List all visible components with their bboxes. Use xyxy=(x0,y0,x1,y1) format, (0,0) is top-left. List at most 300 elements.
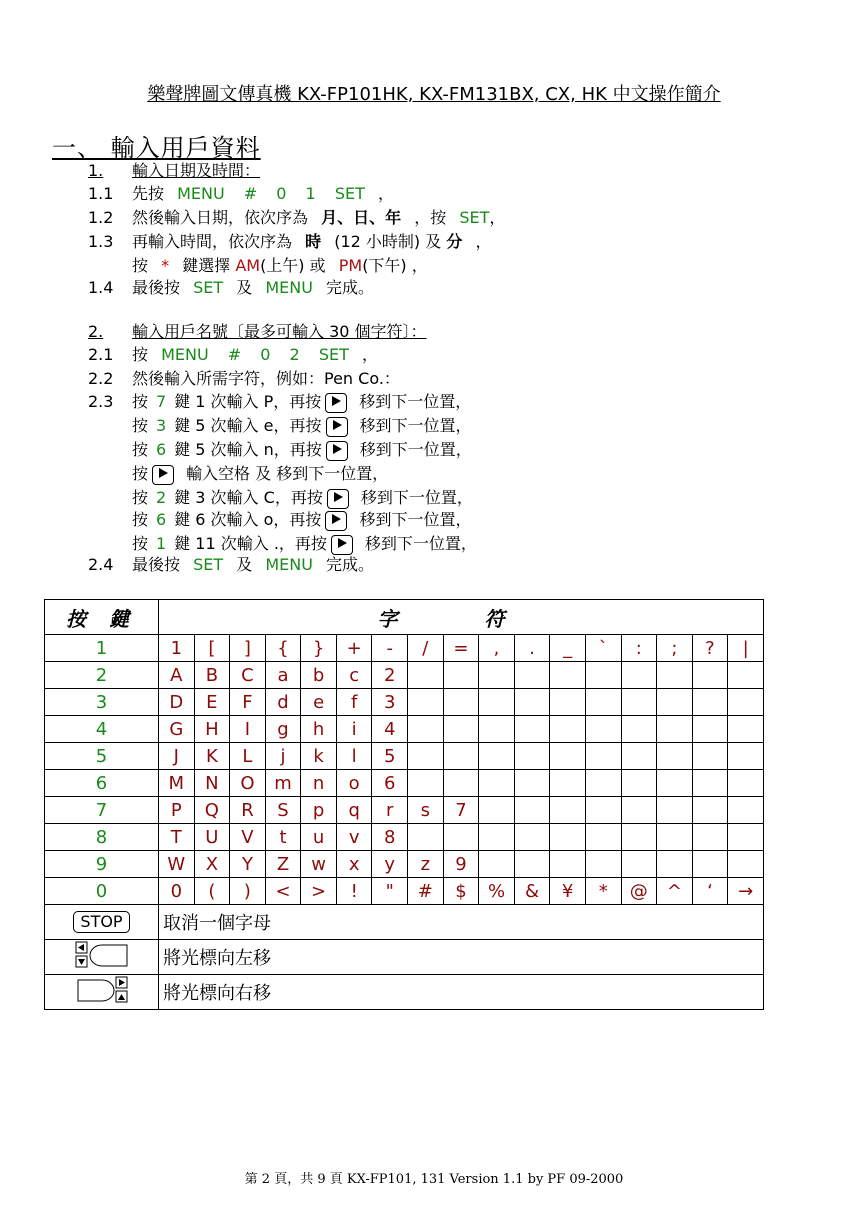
step-text-bold: 分 xyxy=(446,232,463,251)
char-cell: " xyxy=(372,878,408,905)
step-text-bold: 月、日、年 xyxy=(321,208,402,227)
char-cell xyxy=(728,770,764,797)
step-text: 及 xyxy=(236,278,253,297)
char-cell xyxy=(408,689,444,716)
step-text: 然後輸入所需字符，例如：Pen Co.： xyxy=(132,369,400,388)
key-sequence: AM xyxy=(235,256,261,275)
step-num: 2.4 xyxy=(88,555,114,574)
part2-heading-num: 2. xyxy=(88,322,104,341)
char-cell: 0 xyxy=(159,878,195,905)
step-body xyxy=(132,414,472,438)
char-cell xyxy=(585,662,621,689)
char-cell: N xyxy=(194,770,230,797)
part1-heading-text: 輸入日期及時間： xyxy=(132,161,261,180)
char-cell: W xyxy=(159,851,195,878)
step-body xyxy=(132,462,388,486)
char-cell xyxy=(550,797,586,824)
char-cell xyxy=(479,797,515,824)
char-cell: g xyxy=(265,716,301,743)
char-cell: , xyxy=(479,635,515,662)
function-row xyxy=(45,975,764,1010)
char-cell xyxy=(728,743,764,770)
cursor-left-key-icon xyxy=(72,941,132,969)
step-num: 1.4 xyxy=(88,278,114,297)
char-cell: L xyxy=(230,743,266,770)
char-cell xyxy=(692,716,728,743)
step-text: (上午) 或 xyxy=(260,256,326,275)
step-body xyxy=(132,206,505,230)
char-cell: K xyxy=(194,743,230,770)
key-sequence: SET xyxy=(193,555,224,574)
step-text: 再輸入時間，依次序為 xyxy=(132,232,293,251)
char-cell: z xyxy=(408,851,444,878)
step-text: 按 xyxy=(132,345,149,364)
char-cell xyxy=(585,689,621,716)
char-cell xyxy=(550,716,586,743)
char-cell: j xyxy=(265,743,301,770)
char-cell: ) xyxy=(230,878,266,905)
step-text: 輸入空格 及 移到下一位置， xyxy=(186,464,389,483)
key-sequence: 2 xyxy=(156,488,167,507)
key-sequence: 7 xyxy=(156,392,167,411)
step-body xyxy=(132,182,394,206)
step-text: 鍵選擇 xyxy=(182,256,231,275)
right-arrow-key-icon xyxy=(325,393,347,413)
char-cell: + xyxy=(336,635,372,662)
char-cell xyxy=(479,851,515,878)
char-cell: ` xyxy=(585,635,621,662)
cursor-right-key-cell xyxy=(45,975,159,1010)
char-cell: . xyxy=(514,635,550,662)
step-text: 最後按 xyxy=(132,278,181,297)
step-text: 移到下一位置， xyxy=(359,510,472,529)
char-cell xyxy=(657,797,693,824)
char-cell: O xyxy=(230,770,266,797)
char-cell: 9 xyxy=(443,851,479,878)
step-text: 按 xyxy=(132,392,149,411)
char-cell xyxy=(479,824,515,851)
char-cell: a xyxy=(265,662,301,689)
char-cell xyxy=(657,689,693,716)
step-body xyxy=(132,230,491,254)
char-cell xyxy=(408,743,444,770)
key-cell: 8 xyxy=(45,824,159,851)
char-cell: $ xyxy=(443,878,479,905)
table-row xyxy=(45,797,764,824)
char-cell xyxy=(621,851,657,878)
step-body xyxy=(132,254,428,278)
char-cell: S xyxy=(265,797,301,824)
key-sequence: * xyxy=(161,256,170,275)
char-cell: < xyxy=(265,878,301,905)
char-cell: x xyxy=(336,851,372,878)
char-cell: 6 xyxy=(372,770,408,797)
key-sequence: MENU xyxy=(265,555,313,574)
char-cell xyxy=(585,797,621,824)
part1-heading-num: 1. xyxy=(88,161,104,180)
char-cell xyxy=(621,743,657,770)
char-cell xyxy=(657,851,693,878)
key-sequence: SET xyxy=(193,278,224,297)
step-text: 及 xyxy=(236,555,253,574)
char-cell xyxy=(621,662,657,689)
char-cell: 5 xyxy=(372,743,408,770)
char-cell: 7 xyxy=(443,797,479,824)
section-heading: 一、 輸入用戶資料 xyxy=(52,134,261,162)
char-cell: } xyxy=(301,635,337,662)
step-text-bold: 時 xyxy=(305,232,322,251)
key-sequence: MENU xyxy=(265,278,313,297)
key-cell: 7 xyxy=(45,797,159,824)
right-arrow-key-icon xyxy=(331,535,353,555)
char-cell: d xyxy=(265,689,301,716)
step-text: 鍵 11 次輸入 .，再按 xyxy=(174,534,327,553)
char-cell xyxy=(657,824,693,851)
char-cell xyxy=(621,716,657,743)
right-arrow-key-icon xyxy=(326,441,348,461)
char-cell xyxy=(621,824,657,851)
page-footer: 第 2 頁，共 9 頁 KX-FP101, 131 Version 1.1 by PF 09-2000 xyxy=(244,1172,624,1187)
step-text: 移到下一位置， xyxy=(359,392,472,411)
char-cell: F xyxy=(230,689,266,716)
char-cell: 4 xyxy=(372,716,408,743)
char-cell xyxy=(514,743,550,770)
char-cell: B xyxy=(194,662,230,689)
char-cell: J xyxy=(159,743,195,770)
char-cell xyxy=(443,824,479,851)
step-num: 2.2 xyxy=(88,369,114,388)
char-cell: ¥ xyxy=(550,878,586,905)
char-cell: f xyxy=(336,689,372,716)
step-body xyxy=(132,508,471,532)
char-cell xyxy=(514,797,550,824)
char-cell xyxy=(514,770,550,797)
char-cell: ] xyxy=(230,635,266,662)
char-cell xyxy=(514,689,550,716)
step-text: 先按 xyxy=(132,184,165,203)
step-text: 按 xyxy=(132,464,149,483)
char-cell xyxy=(479,689,515,716)
char-cell xyxy=(728,851,764,878)
char-cell: A xyxy=(159,662,195,689)
right-arrow-key-icon xyxy=(325,511,347,531)
char-cell xyxy=(550,824,586,851)
char-cell xyxy=(728,824,764,851)
key-cell: 2 xyxy=(45,662,159,689)
char-cell: v xyxy=(336,824,372,851)
step-text: 移到下一位置， xyxy=(359,416,472,435)
step-text: 按 xyxy=(132,440,149,459)
char-cell xyxy=(514,824,550,851)
char-cell: & xyxy=(514,878,550,905)
table-row xyxy=(45,635,764,662)
char-cell: C xyxy=(230,662,266,689)
stop-key-cell xyxy=(45,905,159,940)
step-body xyxy=(132,438,472,462)
char-cell xyxy=(692,662,728,689)
char-cell xyxy=(479,770,515,797)
step-body xyxy=(132,553,374,577)
char-cell: ? xyxy=(692,635,728,662)
char-cell xyxy=(408,662,444,689)
right-arrow-key-icon xyxy=(326,417,348,437)
char-cell xyxy=(443,743,479,770)
char-cell xyxy=(550,689,586,716)
step-text: 鍵 1 次輸入 P，再按 xyxy=(174,392,322,411)
char-cell: I xyxy=(230,716,266,743)
table-row xyxy=(45,716,764,743)
char-cell xyxy=(408,770,444,797)
char-cell: 2 xyxy=(372,662,408,689)
cursor-right-description: 將光標向右移 xyxy=(159,975,764,1010)
char-cell: r xyxy=(372,797,408,824)
key-sequence: 3 xyxy=(156,416,167,435)
char-cell xyxy=(585,824,621,851)
char-cell: h xyxy=(301,716,337,743)
function-row xyxy=(45,940,764,975)
step-text: 然後輸入日期，依次序為 xyxy=(132,208,309,227)
header-key: 按 鍵 xyxy=(45,600,159,635)
table-row xyxy=(45,770,764,797)
char-cell xyxy=(728,689,764,716)
right-arrow-key-icon xyxy=(327,489,349,509)
key-cell: 6 xyxy=(45,770,159,797)
char-cell xyxy=(550,662,586,689)
stop-description: 取消一個字母 xyxy=(159,905,764,940)
step-text: 鍵 5 次輸入 e，再按 xyxy=(174,416,322,435)
char-cell xyxy=(692,689,728,716)
table-row xyxy=(45,824,764,851)
char-cell xyxy=(657,662,693,689)
step-body xyxy=(132,343,378,367)
char-cell xyxy=(550,770,586,797)
step-text: 完成。 xyxy=(326,278,375,297)
step-text: 鍵 5 次輸入 n，再按 xyxy=(174,440,322,459)
char-cell: % xyxy=(479,878,515,905)
char-cell xyxy=(692,743,728,770)
step-text: ， xyxy=(377,184,394,203)
char-cell: n xyxy=(301,770,337,797)
table-header-row xyxy=(45,600,764,635)
char-cell xyxy=(443,662,479,689)
char-cell: _ xyxy=(550,635,586,662)
step-text: 按 xyxy=(132,510,149,529)
char-cell: / xyxy=(408,635,444,662)
char-cell: ( xyxy=(194,878,230,905)
table-row xyxy=(45,662,764,689)
char-cell: Q xyxy=(194,797,230,824)
char-cell: M xyxy=(159,770,195,797)
char-cell: w xyxy=(301,851,337,878)
step-text: 鍵 3 次輸入 C，再按 xyxy=(174,488,323,507)
char-cell: ! xyxy=(336,878,372,905)
char-cell xyxy=(728,662,764,689)
char-cell xyxy=(621,770,657,797)
key-cell: 9 xyxy=(45,851,159,878)
char-cell: { xyxy=(265,635,301,662)
cursor-right-key-icon xyxy=(72,976,132,1004)
header-chars: 字 符 xyxy=(159,600,764,635)
step-text: ， xyxy=(361,345,378,364)
key-sequence: MENU # 0 2 SET xyxy=(161,345,349,364)
stop-key-icon: STOP xyxy=(73,911,129,933)
key-cell: 0 xyxy=(45,878,159,905)
char-cell: * xyxy=(585,878,621,905)
char-cell: : xyxy=(621,635,657,662)
cursor-left-key-cell xyxy=(45,940,159,975)
part2-heading-text: 輸入用戶名號〔最多可輸入 30 個字符〕： xyxy=(132,322,427,341)
char-cell xyxy=(585,770,621,797)
key-cell: 3 xyxy=(45,689,159,716)
char-cell: y xyxy=(372,851,408,878)
key-sequence: 1 xyxy=(156,534,167,553)
char-cell: X xyxy=(194,851,230,878)
table-row xyxy=(45,743,764,770)
function-row xyxy=(45,905,764,940)
step-text: 移到下一位置， xyxy=(360,488,473,507)
table-row xyxy=(45,689,764,716)
char-cell xyxy=(514,662,550,689)
step-text: (下午) ， xyxy=(362,256,428,275)
char-cell: ; xyxy=(657,635,693,662)
char-cell xyxy=(408,716,444,743)
char-cell: q xyxy=(336,797,372,824)
step-body xyxy=(132,486,473,510)
char-cell: b xyxy=(301,662,337,689)
step-num: 1.1 xyxy=(88,184,114,203)
table-row xyxy=(45,878,764,905)
char-cell: = xyxy=(443,635,479,662)
step-text: 按 xyxy=(132,256,149,275)
char-cell: i xyxy=(336,716,372,743)
char-cell: c xyxy=(336,662,372,689)
char-cell: u xyxy=(301,824,337,851)
char-cell xyxy=(550,743,586,770)
char-cell: m xyxy=(265,770,301,797)
document-title: 樂聲牌圖文傳真機 KX-FP101HK, KX-FM131BX, CX, HK 中文操作簡介 xyxy=(147,84,721,105)
char-cell xyxy=(728,716,764,743)
step-text: (12 小時制) 及 xyxy=(334,232,442,251)
step-text: 鍵 6 次輸入 o，再按 xyxy=(174,510,322,529)
char-cell xyxy=(514,851,550,878)
char-cell: G xyxy=(159,716,195,743)
char-cell: H xyxy=(194,716,230,743)
step-text: 最後按 xyxy=(132,555,181,574)
char-cell xyxy=(585,743,621,770)
char-cell xyxy=(585,716,621,743)
char-cell: k xyxy=(301,743,337,770)
char-cell xyxy=(692,797,728,824)
char-cell xyxy=(585,851,621,878)
key-cell: 4 xyxy=(45,716,159,743)
char-cell: @ xyxy=(621,878,657,905)
char-cell xyxy=(479,716,515,743)
char-cell: R xyxy=(230,797,266,824)
key-cell: 1 xyxy=(45,635,159,662)
char-cell: ^ xyxy=(657,878,693,905)
step-text: 按 xyxy=(132,416,149,435)
key-cell: 5 xyxy=(45,743,159,770)
char-cell: > xyxy=(301,878,337,905)
char-cell: o xyxy=(336,770,372,797)
char-cell xyxy=(621,797,657,824)
step-text: 完成。 xyxy=(326,555,375,574)
step-num: 2.1 xyxy=(88,345,114,364)
char-cell xyxy=(550,851,586,878)
char-cell xyxy=(443,716,479,743)
char-cell: Y xyxy=(230,851,266,878)
char-cell xyxy=(479,662,515,689)
table-row xyxy=(45,851,764,878)
char-cell: # xyxy=(408,878,444,905)
char-cell: [ xyxy=(194,635,230,662)
char-cell: ‘ xyxy=(692,878,728,905)
step-text: 移到下一位置， xyxy=(364,534,477,553)
step-num: 1.3 xyxy=(88,232,114,251)
char-cell: 8 xyxy=(372,824,408,851)
char-cell: e xyxy=(301,689,337,716)
char-cell: T xyxy=(159,824,195,851)
char-cell: E xyxy=(194,689,230,716)
key-sequence: PM xyxy=(338,256,363,275)
char-cell xyxy=(657,716,693,743)
char-cell xyxy=(514,716,550,743)
char-cell xyxy=(657,743,693,770)
char-cell xyxy=(479,743,515,770)
step-text: ，按 xyxy=(414,208,447,227)
char-cell xyxy=(692,770,728,797)
step-num: 1.2 xyxy=(88,208,114,227)
char-cell: s xyxy=(408,797,444,824)
char-cell: 3 xyxy=(372,689,408,716)
step-text: 按 xyxy=(132,534,149,553)
char-cell: p xyxy=(301,797,337,824)
char-cell xyxy=(443,770,479,797)
char-cell xyxy=(692,824,728,851)
char-cell xyxy=(408,824,444,851)
step-text: 移到下一位置， xyxy=(359,440,472,459)
char-cell: l xyxy=(336,743,372,770)
char-cell xyxy=(692,851,728,878)
char-cell: - xyxy=(372,635,408,662)
char-cell: → xyxy=(728,878,764,905)
key-sequence: 6 xyxy=(156,440,167,459)
char-cell xyxy=(443,689,479,716)
char-cell: V xyxy=(230,824,266,851)
char-cell: 1 xyxy=(159,635,195,662)
char-cell: Z xyxy=(265,851,301,878)
step-num: 2.3 xyxy=(88,392,114,411)
step-body xyxy=(132,390,471,414)
step-text: 按 xyxy=(132,488,149,507)
step-body xyxy=(132,276,374,300)
char-cell: D xyxy=(159,689,195,716)
right-arrow-key-icon xyxy=(152,465,174,485)
char-cell: U xyxy=(194,824,230,851)
step-text: ， xyxy=(475,232,492,251)
char-cell xyxy=(621,689,657,716)
key-sequence: 6 xyxy=(156,510,167,529)
char-cell xyxy=(657,770,693,797)
key-sequence: MENU # 0 1 SET xyxy=(177,184,365,203)
cursor-left-description: 將光標向左移 xyxy=(159,940,764,975)
char-cell: | xyxy=(728,635,764,662)
step-text: ， xyxy=(489,208,506,227)
key-character-table xyxy=(44,599,764,1010)
char-cell: P xyxy=(159,797,195,824)
key-sequence: SET xyxy=(459,208,490,227)
char-cell: t xyxy=(265,824,301,851)
